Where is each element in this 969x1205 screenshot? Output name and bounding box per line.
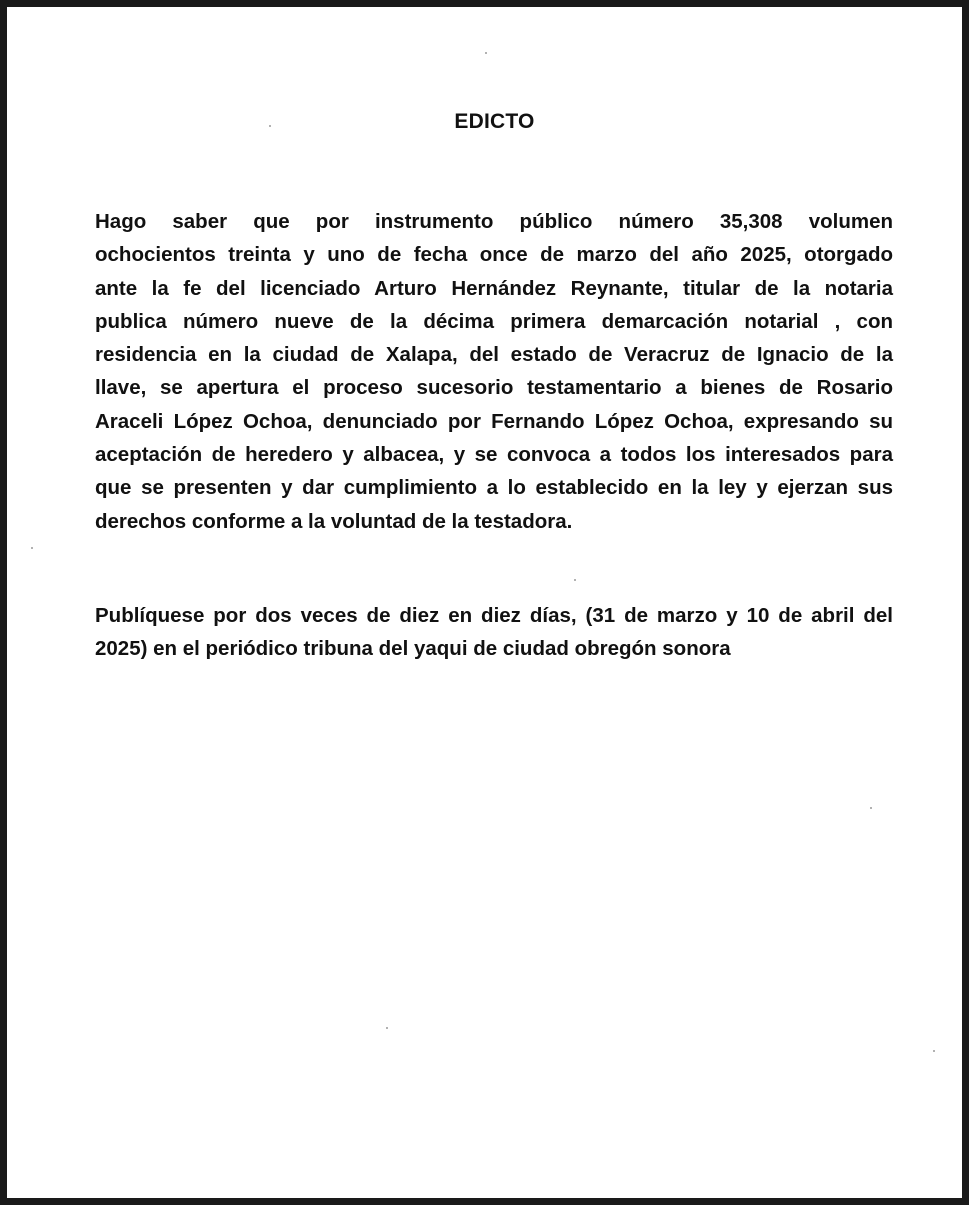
scan-speck xyxy=(574,579,576,581)
paragraph-line: Araceli López Ochoa, denunciado por Fernando López Ochoa, expresando su xyxy=(95,409,893,433)
scan-speck xyxy=(269,125,271,127)
scan-speck xyxy=(31,547,33,549)
document-title: EDICTO xyxy=(454,110,535,133)
paragraph-line: Hago saber que por instrumento público número 35,308 volumen xyxy=(95,210,893,233)
paragraph-line: ochocientos treinta y uno de fecha once de marzo del año 2025, otorgado xyxy=(95,243,893,267)
paragraph-line: 2025) en el periódico tribuna del yaqui de ciudad obregón sonora xyxy=(95,637,731,661)
paragraph-line: que se presenten y dar cumplimiento a lo establecido en la ley y ejerzan sus xyxy=(95,476,893,500)
scan-speck xyxy=(870,807,872,809)
paragraph-line: llave, se apertura el proceso sucesorio testamentario a bienes de Rosario xyxy=(95,376,893,400)
paragraph-line: Publíquese por dos veces de diez en diez días, (31 de marzo y 10 de abril del xyxy=(95,604,893,627)
paragraph-line: residencia en la ciudad de Xalapa, del estado de Veracruz de Ignacio de la xyxy=(95,343,893,367)
scan-speck xyxy=(933,1050,935,1052)
paragraph-line: aceptación de heredero y albacea, y se convoca a todos los interesados para xyxy=(95,443,893,467)
publication-paragraph xyxy=(95,599,893,666)
paragraph-line: derechos conforme a la voluntad de la testadora. xyxy=(95,509,573,533)
paragraph-line: ante la fe del licenciado Arturo Hernández Reynante, titular de la notaria xyxy=(95,276,893,300)
edict-body-paragraph xyxy=(95,205,893,538)
paragraph-line: publica número nueve de la décima primera demarcación notarial , con xyxy=(95,309,893,333)
scan-speck xyxy=(485,52,487,54)
scan-speck xyxy=(386,1027,388,1029)
